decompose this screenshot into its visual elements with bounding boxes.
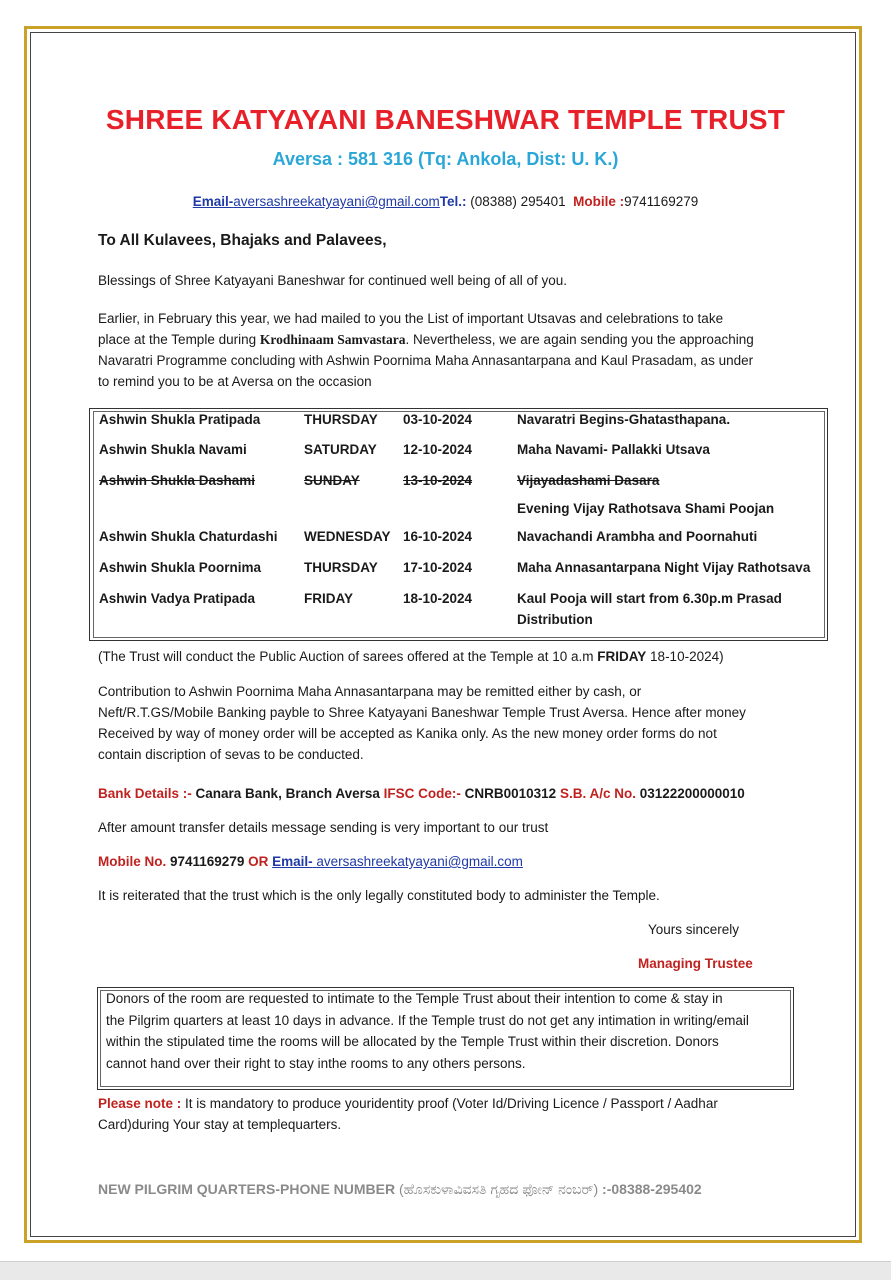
tithi-cell: Ashwin Shukla Dashami xyxy=(99,473,256,488)
event-cell: Navachandi Arambha and Poornahuti xyxy=(517,529,758,544)
day-cell: SATURDAY xyxy=(304,442,377,457)
contribution-line-2: Neft/R.T.GS/Mobile Banking payble to Shree Katyayani Baneshwar Temple Trust Aversa. Hence after money xyxy=(98,705,746,720)
tithi-cell: Ashwin Vadya Pratipada xyxy=(99,591,256,606)
tel-number: (08388) 295401 xyxy=(466,194,566,209)
pilgrim-quarters-phone xyxy=(98,1181,702,1198)
intro-line-2a: place at the Temple during xyxy=(98,332,260,347)
email-label-2: Email- xyxy=(272,854,313,869)
intro-line-1: Earlier, in February this year, we had mailed to you the List of important Utsavas and celebrations to take xyxy=(98,311,724,326)
footer-kannada: (ಹೊಸಕುಳಾವಿವಸತಿ ಗೃಹದ ಫೋನ್ ನಂಬರ್) xyxy=(399,1181,599,1197)
trust-address: Aversa : 581 316 (Tq: Ankola, Dist: U. K.) xyxy=(272,149,619,169)
bank-name: Canara Bank, Branch Aversa xyxy=(195,786,384,801)
closing: Yours sincerely xyxy=(648,922,740,937)
date-cell: 03-10-2024 xyxy=(403,412,473,427)
day-cell: THURSDAY xyxy=(304,412,378,427)
email-label: Email- xyxy=(192,194,234,209)
intro-paragraph xyxy=(98,308,798,392)
event-cell: Navaratri Begins-Ghatasthapana. xyxy=(517,412,731,427)
auction-day: FRIDAY xyxy=(597,649,647,664)
samvatsara-name: Krodhinaam Samvastara xyxy=(259,332,406,347)
transfer-note: After amount transfer details message sending is very important to our trust xyxy=(98,820,549,835)
please-note-text: It is mandatory to produce youridentity proof (Voter Id/Driving Licence / Passport / Aadhar xyxy=(185,1096,718,1111)
room-notice xyxy=(106,988,790,1074)
reiteration-text: It is reiterated that the trust which is the only legally constituted body to administer the Temple. xyxy=(98,888,660,903)
account-label: S.B. A/c No. xyxy=(559,786,640,801)
auction-date: 18-10-2024) xyxy=(646,649,724,664)
room-notice-line-2: the Pilgrim quarters at least 10 days in advance. If the Temple trust do not get any intimation in writing/email xyxy=(106,1012,749,1028)
day-cell: WEDNESDAY xyxy=(304,529,391,544)
day-cell: THURSDAY xyxy=(304,560,378,575)
event-cell: Kaul Pooja will start from 6.30p.m Prasad xyxy=(517,591,782,606)
mobile-email-line xyxy=(98,851,788,872)
event-cell: Maha Navami- Pallakki Utsava xyxy=(517,442,710,457)
contribution-line-4: contain discription of sevas to be conducted. xyxy=(98,747,364,762)
room-notice-line-4: cannot hand over their right to stay inthe rooms to any others persons. xyxy=(106,1055,526,1071)
footer-label: NEW PILGRIM QUARTERS-PHONE NUMBER xyxy=(98,1181,399,1197)
room-notice-line-1: Donors of the room are requested to intimate to the Temple Trust about their intention to come & stay in xyxy=(106,991,723,1006)
intro-line-2 xyxy=(98,329,798,350)
please-note-label: Please note : xyxy=(98,1096,186,1111)
intro-line-3: Navaratri Programme concluding with Ashwin Poornima Maha Annasantarpana and Kaul Prasadam, as under xyxy=(98,353,754,368)
please-note-line-2: Card)during Your stay at templequarters. xyxy=(98,1117,342,1132)
trust-title: SHREE KATYAYANI BANESHWAR TEMPLE TRUST xyxy=(105,104,786,135)
date-cell: 16-10-2024 xyxy=(403,529,473,544)
or-label: OR xyxy=(248,854,273,869)
mobile-no: 9741169279 xyxy=(170,854,249,869)
event-cell: Vijayadashami Dasara xyxy=(517,473,660,488)
event-cell-continued: Evening Vijay Rathotsava Shami Poojan xyxy=(517,501,775,516)
please-note xyxy=(98,1093,798,1135)
auction-text: (The Trust will conduct the Public Auction of sarees offered at the Temple at 10 a.m xyxy=(98,649,598,664)
bank-details xyxy=(98,783,788,804)
contribution-line-1: Contribution to Ashwin Poornima Maha Annasantarpana may be remitted either by cash, or xyxy=(98,684,642,699)
mobile-no-label: Mobile No. xyxy=(98,854,170,869)
greeting: To All Kulavees, Bhajaks and Palavees, xyxy=(98,232,387,249)
viewer-bottom-bar xyxy=(0,1262,891,1280)
intro-line-2c: . Nevertheless, we are again sending you the approaching xyxy=(405,332,754,347)
blessing-text: Blessings of Shree Katyayani Baneshwar for continued well being of all of you. xyxy=(98,273,568,288)
footer-number: :-08388-295402 xyxy=(598,1181,702,1197)
contribution-line-3: Received by way of money order will be accepted as Kanika only. As the new money order forms do not xyxy=(98,726,717,741)
date-cell: 18-10-2024 xyxy=(403,591,473,606)
ifsc-label: IFSC Code:- xyxy=(383,786,465,801)
event-cell: Maha Annasantarpana Night Vijay Rathotsava xyxy=(517,560,811,575)
email-link-2[interactable]: aversashreekatyayani@gmail.com xyxy=(312,854,523,869)
event-cell-continued: Distribution xyxy=(517,612,593,627)
tel-label: Tel.: xyxy=(439,194,467,209)
day-cell: FRIDAY xyxy=(304,591,354,606)
date-cell: 13-10-2024 xyxy=(403,473,473,488)
email-link[interactable]: aversashreekatyayani@gmail.com xyxy=(233,194,440,209)
bank-label: Bank Details :- xyxy=(98,786,196,801)
date-cell: 12-10-2024 xyxy=(403,442,473,457)
contact-line xyxy=(0,194,891,209)
intro-line-4: to remind you to be at Aversa on the occasion xyxy=(98,374,372,389)
tithi-cell: Ashwin Shukla Poornima xyxy=(99,560,262,575)
tithi-cell: Ashwin Shukla Navami xyxy=(99,442,247,457)
date-cell: 17-10-2024 xyxy=(403,560,473,575)
tithi-cell: Ashwin Shukla Pratipada xyxy=(99,412,261,427)
auction-note xyxy=(98,646,818,667)
ifsc-code: CNRB0010312 xyxy=(464,786,560,801)
tithi-cell: Ashwin Shukla Chaturdashi xyxy=(99,529,278,544)
day-cell: SUNDAY xyxy=(304,473,360,488)
contribution-paragraph xyxy=(98,681,798,765)
room-notice-line-3: within the stipulated time the rooms will be allocated by the Temple Trust within their discretion. Donors xyxy=(106,1034,719,1049)
mobile-number: 9741169279 xyxy=(624,194,699,209)
please-note-line-1 xyxy=(98,1093,798,1114)
mobile-label: Mobile : xyxy=(573,194,625,209)
signatory: Managing Trustee xyxy=(638,956,753,971)
account-number: 03122200000010 xyxy=(639,786,745,801)
